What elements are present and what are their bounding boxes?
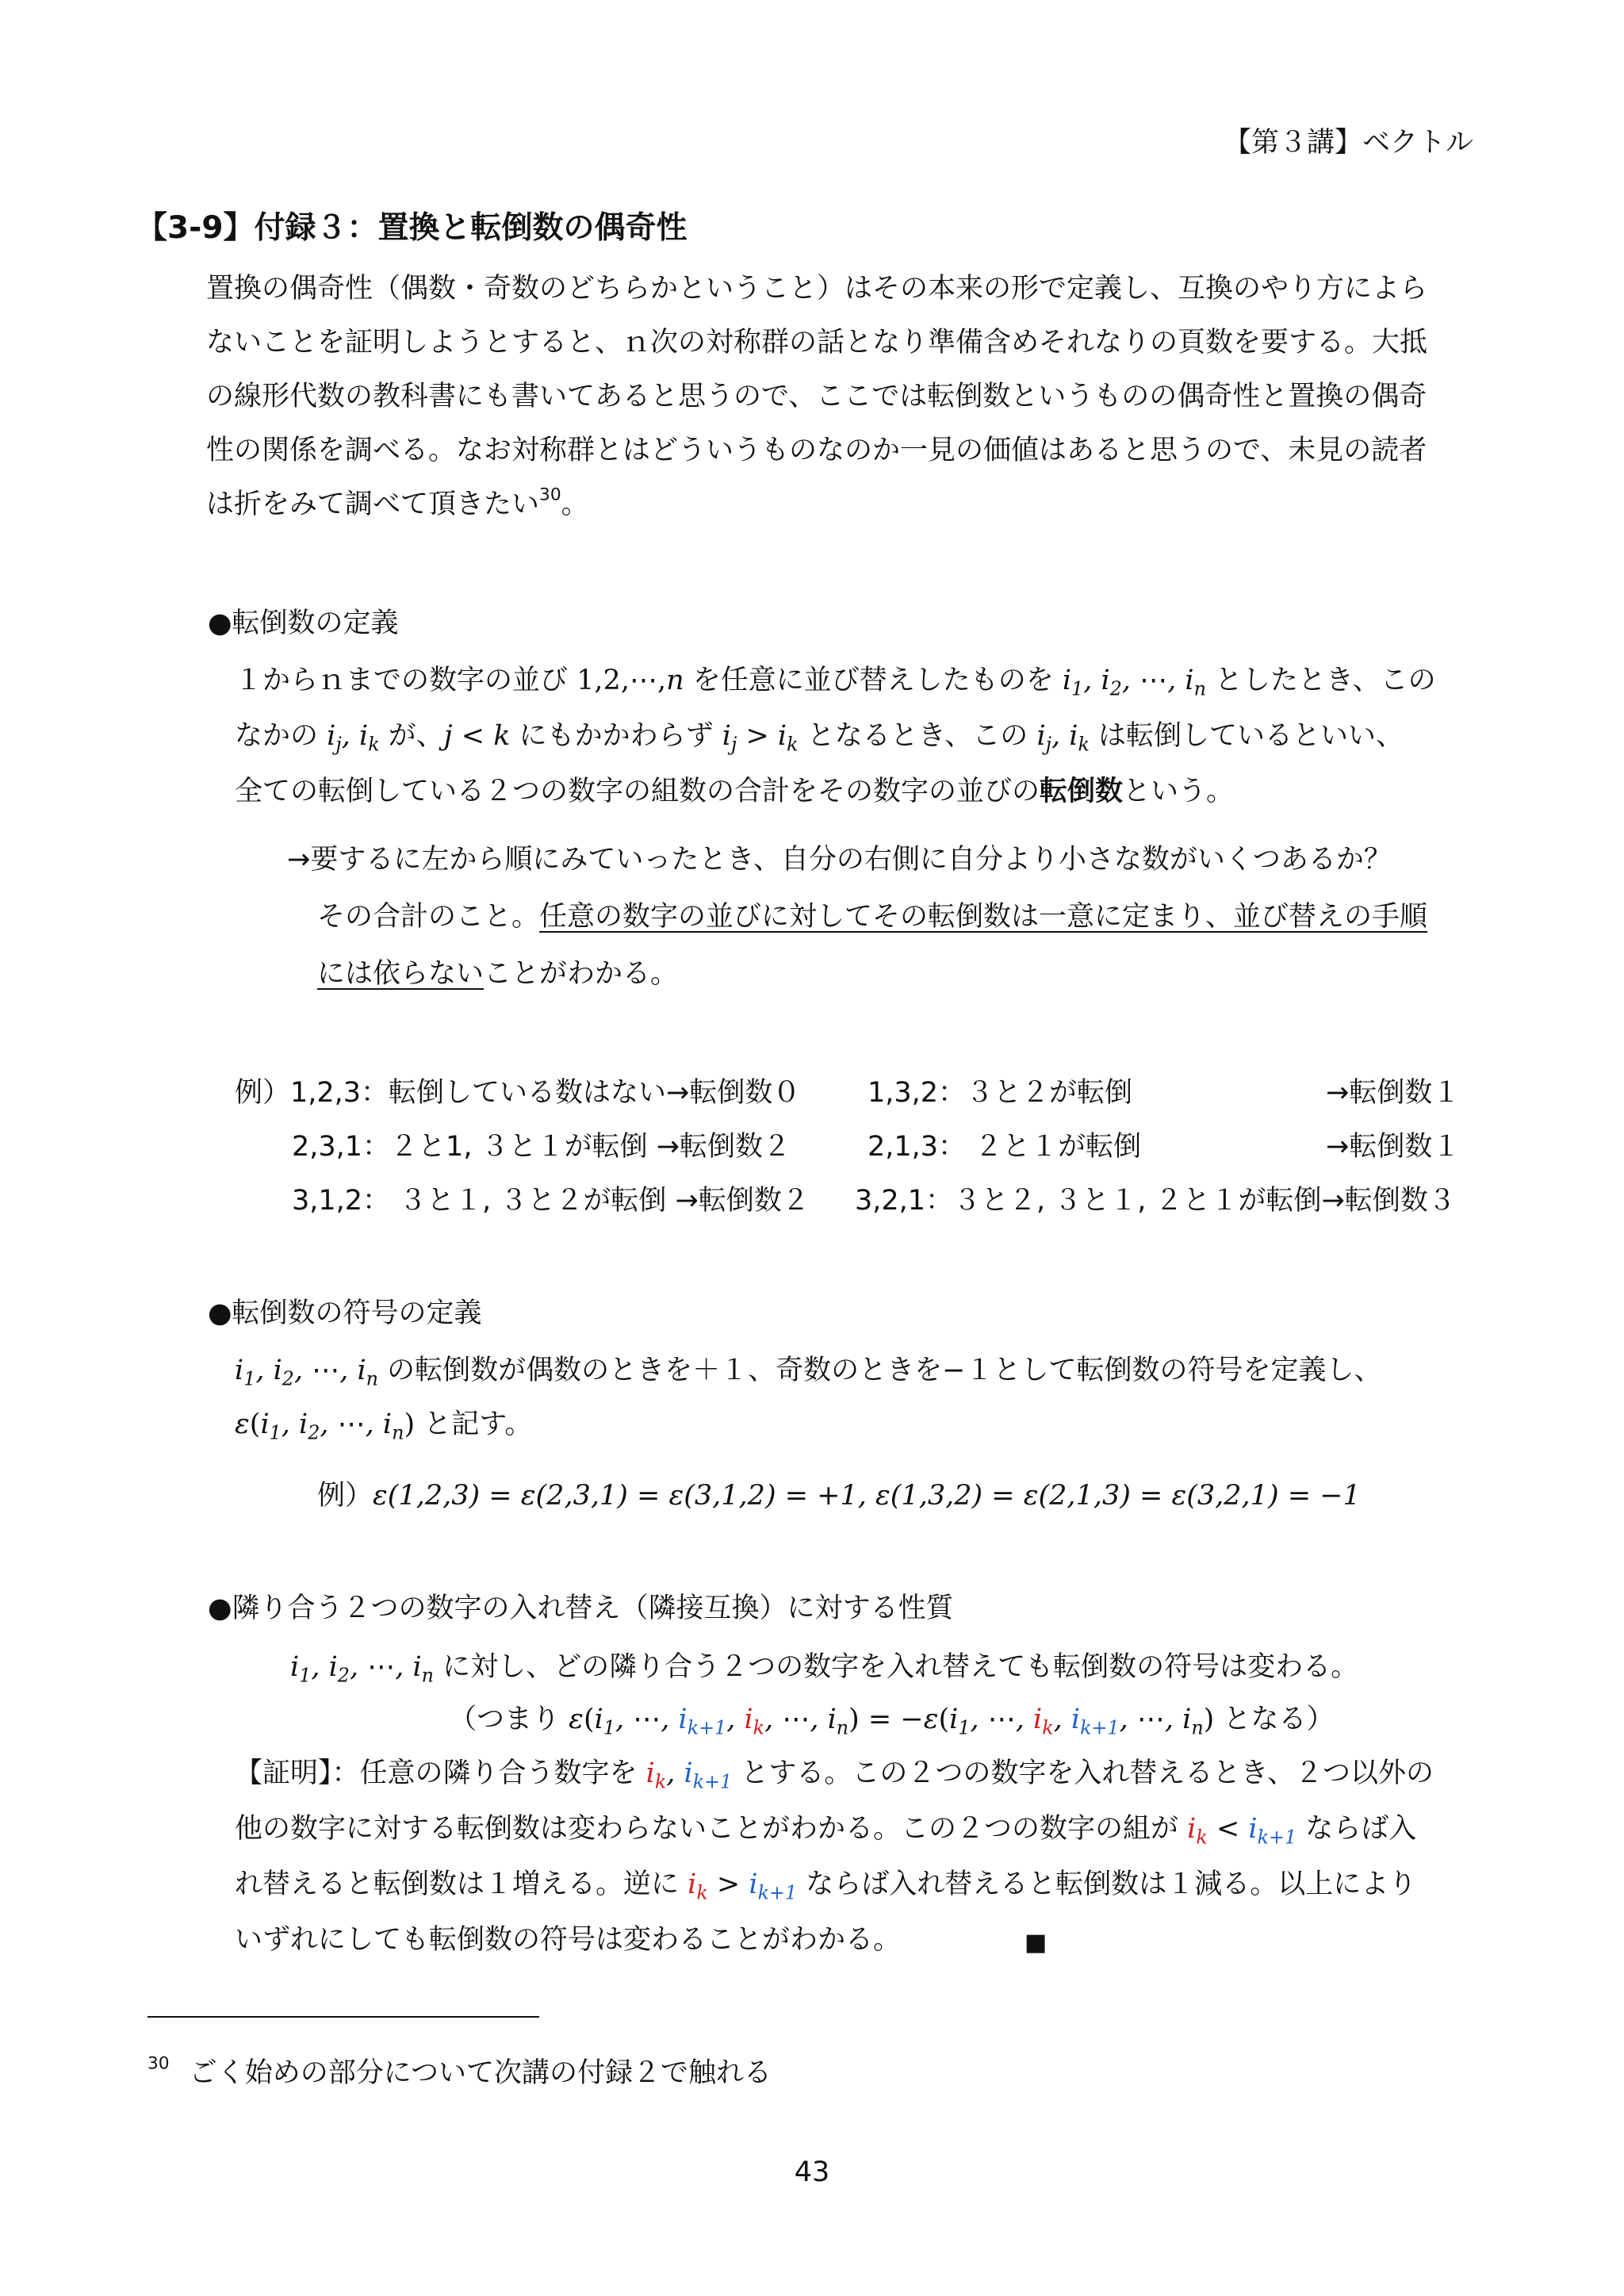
inversion-definition-heading: ●転倒数の定義 [208, 608, 399, 639]
qed-mark: ■ [1025, 1929, 1048, 1957]
footnote-text: ごく始めの部分について次講の付録２で触れる [189, 2057, 772, 2089]
example-row-3-right: 3,2,1：３と２, ３と１, ２と１が転倒→転倒数３ [855, 1185, 1456, 1217]
intro-paragraph [206, 262, 1427, 531]
example-row-2-middle: 2,1,3： ２と１が転倒 [868, 1131, 1142, 1163]
intro-line: 性の関係を調べる。なお対称群とはどういうものなのか一見の価値はあると思うので、未見の読者 [206, 435, 1427, 466]
footnote-ref[interactable]: 30 [539, 485, 561, 505]
proof-line-1: 【証明】：任意の隣り合う数字を $i_k$, $i_{k+1}$ とする。この２つの数字を入れ替えるとき、２つ以外の [235, 1757, 1434, 1793]
intro-line: の線形代数の教科書にも書いてあると思うので、ここでは転倒数というものの偶奇性と置換の偶奇 [206, 381, 1427, 412]
inversion-definition-line-2: なかの $i_j$, $i_k$ が、j < k にもかかわらず $i_j > i_k$ となるとき、この $i_j$, $i_k$ は転倒しているといい、 [235, 720, 1404, 756]
section-title: 【3-9】付録３：置換と転倒数の偶奇性 [136, 210, 688, 246]
sign-definition-heading: ●転倒数の符号の定義 [208, 1297, 482, 1329]
proof-line-2: 他の数字に対する転倒数は変わらないことがわかる。この２つの数字の組が $i_k < i_{k+1}$ ならば入 [235, 1813, 1417, 1849]
intro-line: は折をみて調べて頂きたい$^{30}$。 [206, 485, 589, 520]
running-header: 【第３講】ベクトル [1223, 127, 1473, 159]
inversion-definition-line-3: 全ての転倒している２つの数字の組数の合計をその数字の並びの転倒数という。 [235, 776, 1235, 807]
sign-definition-line-2: $\varepsilon(i_1$, $i_2$, ⋯, $i_n$) と記す。 [235, 1409, 533, 1444]
footnote-number: 30 [147, 2053, 170, 2074]
sign-example: 例）ε(1,2,3) = ε(2,3,1) = ε(3,1,2) = +1, [317, 1480, 867, 1512]
page-number: 43 [794, 2156, 830, 2188]
proof-line-3: れ替えると転倒数は１増える。逆に $i_k > i_{k+1}$ ならば入れ替えると転倒数は１減る。以上により [235, 1869, 1417, 1904]
inversion-definition-line-1: １からｎまでの数字の並び 1,2,⋯,n を任意に並び替えしたものを $i_1$, $i_2$, ⋯, $i_n$ としたとき、この [235, 665, 1436, 700]
inversion-note-line-1: →要するに左から順にみていったとき、自分の右側に自分より小さな数がいくつあるか？ [287, 844, 1392, 876]
inversion-note-line-3: には依らないことがわかる。 [317, 958, 679, 990]
example-row-1-middle: 1,3,2：３と２が転倒 [868, 1077, 1133, 1109]
sign-example-formula-1: ε(1,2,3) = ε(2,3,1) = ε(3,1,2) = +1, [373, 1480, 867, 1512]
intro-line: 置換の偶奇性（偶数・奇数のどちらかということ）はその本来の形で定義し、互換のやり方によら [206, 273, 1428, 305]
proof-line-4: いずれにしても転倒数の符号は変わることがわかる。 [235, 1924, 902, 1956]
example-row-2-right: →転倒数１ [1326, 1131, 1461, 1163]
footnote [147, 2051, 772, 2091]
inversion-note-line-2: その合計のこと。任意の数字の並びに対してその転倒数は一意に定まり、並び替えの手順 [317, 901, 1428, 933]
adjacent-swap-statement: $i_1$, $i_2$, ⋯, $i_n$ に対し、どの隣り合う２つの数字を入れ替えても転倒数の符号は変わる。 [290, 1651, 1359, 1687]
sign-example-formula-2: ε(1,3,2) = ε(2,1,3) = ε(3,2,1) = −1 [875, 1480, 1361, 1512]
sign-definition-line-1: $i_1$, $i_2$, ⋯, $i_n$ の転倒数が偶数のときを＋１、奇数のときを−１として転倒数の符号を定義し、 [235, 1355, 1382, 1390]
footnote-divider [147, 2016, 539, 2018]
intro-line: ないことを証明しようとすると、ｎ次の対称群の話となり準備含めそれなりの頁数を要する。大抵 [206, 327, 1428, 358]
adjacent-swap-formula: （つまり $\varepsilon(i_1$, ⋯, $i_{k+1}$, $i_k$, ⋯, $i_n) = -\varepsilon(i_1$, ⋯, $i_k$, $i_{k+1}$, ⋯, $i_n$) となる） [449, 1704, 1335, 1739]
example-row-1-left: 例）1,2,3：転倒している数はない→転倒数０ [235, 1077, 801, 1109]
example-row-3-left: 3,1,2： ３と１, ３と２が転倒 →転倒数２ [292, 1185, 810, 1217]
example-row-1-right: →転倒数１ [1326, 1077, 1461, 1109]
adjacent-swap-heading: ●隣り合う２つの数字の入れ替え（隣接互換）に対する性質 [208, 1593, 954, 1624]
example-row-2-left: 2,3,1：２と1, ３と１が転倒 →転倒数２ [292, 1131, 791, 1163]
